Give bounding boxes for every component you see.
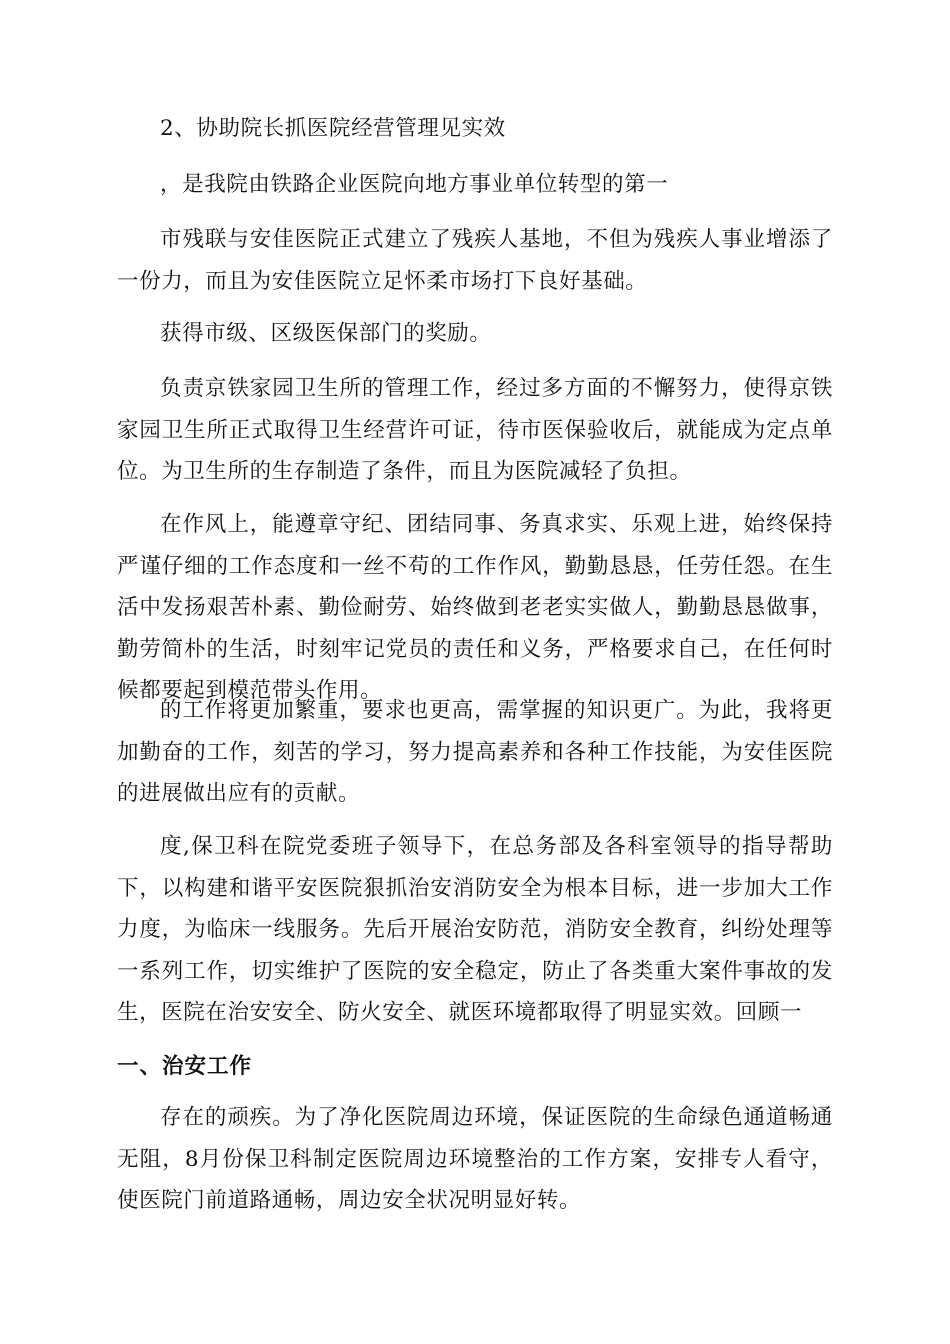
paragraph-security-dept: 度,保卫科在院党委班子领导下，在总务部及各科室领导的指导帮助下，以构建和谐平安医院狠抓治安消防安全为根本目标，进一步加大工作力度，为临床一线服务。先后开展治安防范，消防安全教育，纠纷处理等一系列工作，切实维护了医院的安全稳定，防止了各类重大案件事故的发生，医院在治安安全、防火安全、就医环境都取得了明显实效。回顾一 bbox=[117, 834, 833, 1025]
paragraph-work-style: 在作风上，能遵章守纪、团结同事、务真求实、乐观上进，始终保持严谨仔细的工作态度和一丝不苟的工作作风，勤勤恳恳，任劳任怨。在生活中发扬艰苦朴素、勤俭耐劳、始终做到老老实实做人，勤勤恳恳做事，勤劳简朴的生活，时刻牢记党员的责任和义务，严格要求自己，在任何时候都要起到模范带头作用。 bbox=[117, 512, 833, 703]
paragraph-future-work: 的工作将更加繁重，要求也更高，需掌握的知识更广。为此，我将更加勤奋的工作，刻苦的学习，努力提高素养和各种工作技能，为安佳医院的进展做出应有的贡献。 bbox=[117, 698, 833, 806]
paragraph-clinic-management: 负责京铁家园卫生所的管理工作，经过多方面的不懈努力，使得京铁家园卫生所正式取得卫生经营许可证，待市医保验收后，就能成为定点单位。为卫生所的生存制造了条件，而且为医院减轻了负担。 bbox=[117, 376, 833, 484]
paragraph-environment: 存在的顽疾。为了净化医院周边环境，保证医院的生命绿色通道畅通无阻，8月份保卫科制定医院周边环境整治的工作方案，安排专人看守，使医院门前道路通畅，周边安全状况明显好转。 bbox=[117, 1105, 833, 1213]
paragraph-disabled-base: 市残联与安佳医院正式建立了残疾人基地，不但为残疾人事业增添了一份力，而且为安佳医院立足怀柔市场打下良好基础。 bbox=[117, 227, 833, 294]
paragraph-assist-director: 2、协助院长抓医院经营管理见实效 bbox=[160, 116, 506, 141]
paragraph-award: 获得市级、区级医保部门的奖励。 bbox=[160, 321, 492, 346]
section-heading-public-security: 一、治安工作 bbox=[117, 1054, 253, 1079]
paragraph-transition: ，是我院由铁路企业医院向地方事业单位转型的第一 bbox=[160, 172, 669, 197]
